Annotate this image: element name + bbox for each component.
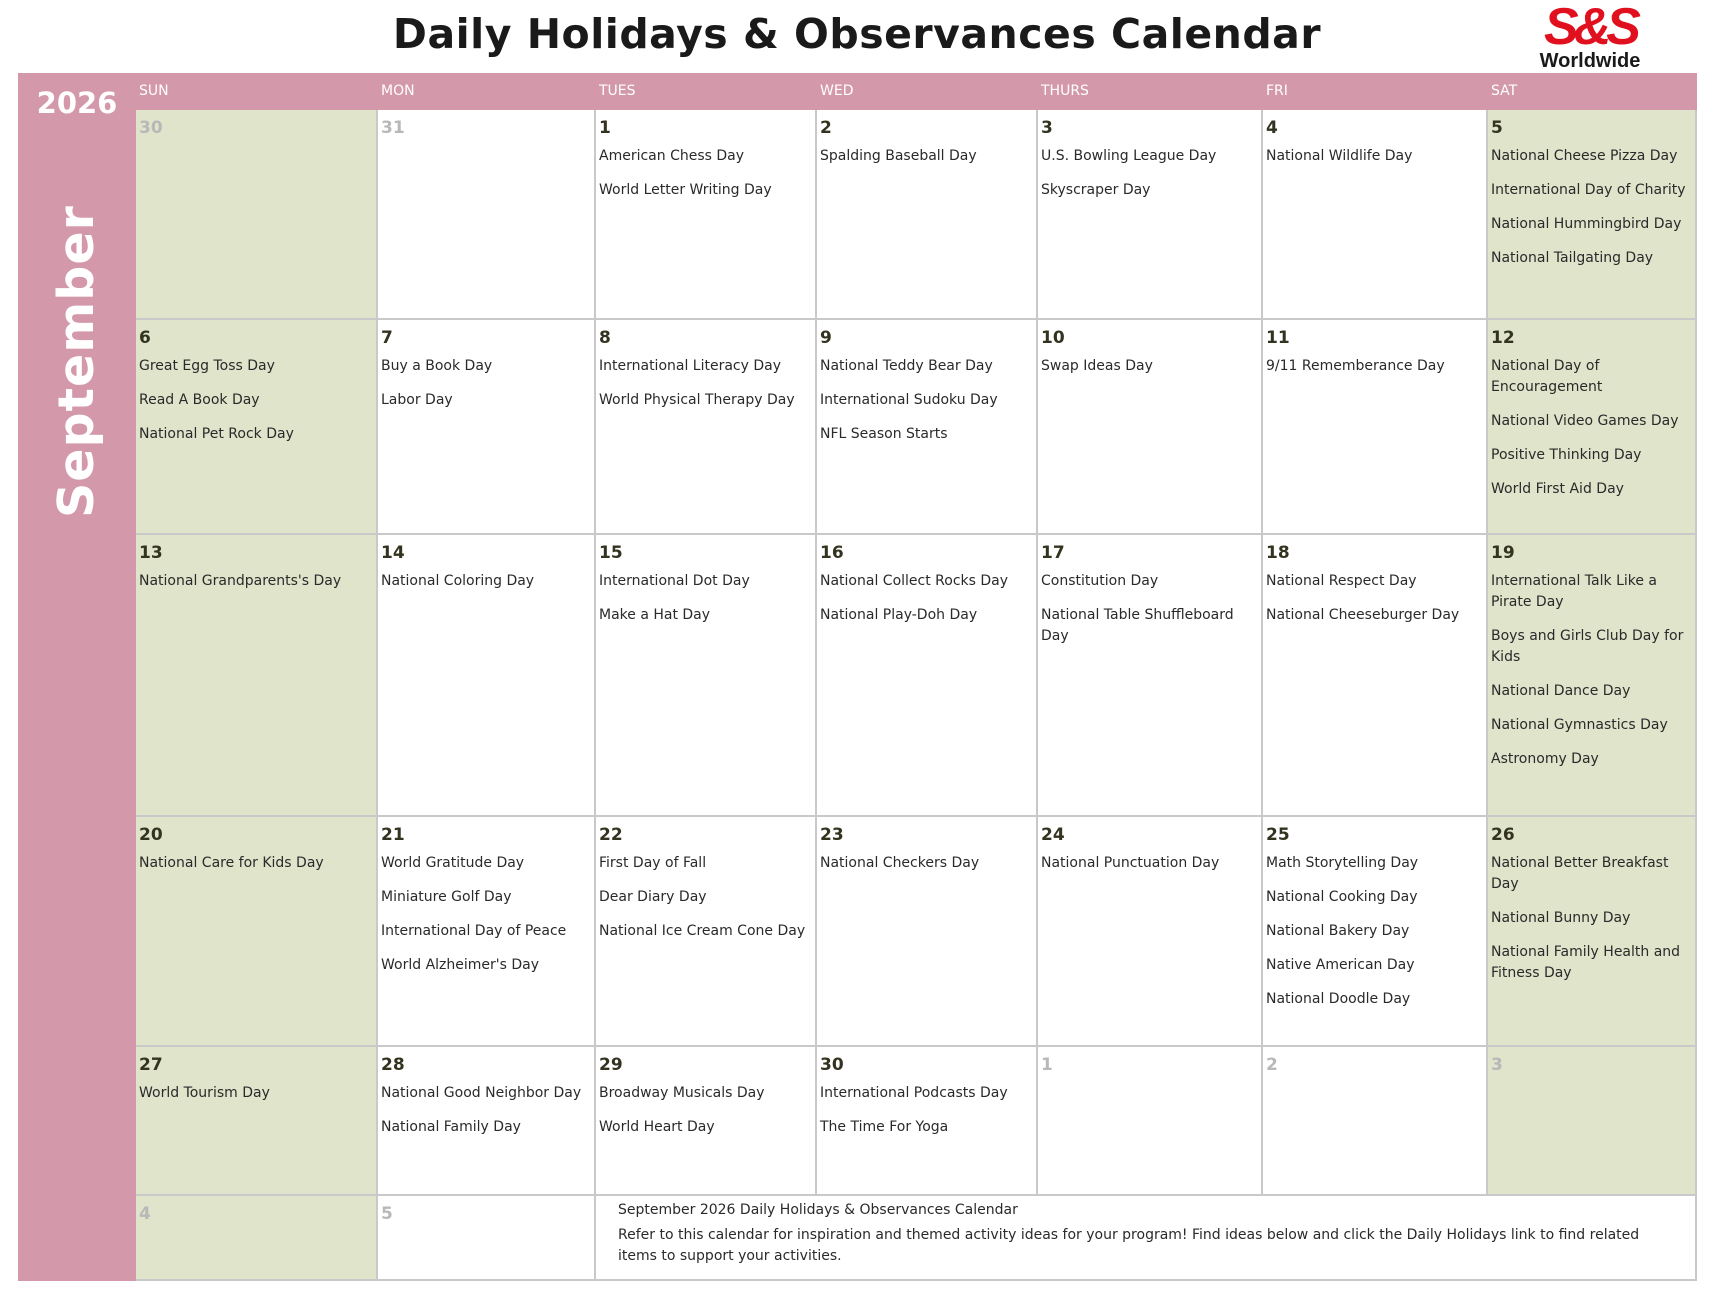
- day-number: 1: [599, 118, 611, 138]
- observance-item: World Tourism Day: [139, 1085, 270, 1101]
- observance-item: National Family Day: [381, 1119, 521, 1135]
- observance-item: World Letter Writing Day: [599, 182, 772, 198]
- observance-item: International Sudoku Day: [820, 392, 998, 408]
- observance-item: National Bunny Day: [1491, 910, 1631, 926]
- observance-item: National Respect Day: [1266, 573, 1417, 589]
- calendar-day-cell: [596, 535, 817, 817]
- calendar-day-cell: [817, 1047, 1038, 1196]
- calendar-day-cell: [1488, 110, 1697, 320]
- calendar-day-cell: [1263, 535, 1488, 817]
- observance-item: World Physical Therapy Day: [599, 392, 795, 408]
- observance-item: National Day of Encouragement: [1491, 358, 1603, 395]
- day-number: 21: [381, 825, 405, 845]
- calendar-day-cell: [1263, 110, 1488, 320]
- day-number: 3: [1491, 1055, 1503, 1075]
- observance-item: National Better Breakfast Day: [1491, 855, 1669, 892]
- calendar-day-cell: [378, 1047, 596, 1196]
- calendar-day-cell: [1263, 320, 1488, 535]
- calendar-day-cell: [136, 535, 378, 817]
- calendar-day-cell: [1038, 535, 1263, 817]
- observance-item: Great Egg Toss Day: [139, 358, 275, 374]
- observance-item: National Checkers Day: [820, 855, 980, 871]
- day-number: 4: [1266, 118, 1278, 138]
- calendar-day-cell: [596, 110, 817, 320]
- observance-item: Spalding Baseball Day: [820, 148, 977, 164]
- day-number: 12: [1491, 328, 1515, 348]
- observance-item: Math Storytelling Day: [1266, 855, 1419, 871]
- observance-item: Native American Day: [1266, 957, 1415, 973]
- day-number: 3: [1041, 118, 1053, 138]
- calendar-day-cell: [817, 110, 1038, 320]
- calendar-day-cell: [136, 817, 378, 1047]
- observance-item: National Play-Doh Day: [820, 607, 978, 623]
- calendar-day-cell: [1488, 1047, 1697, 1196]
- observance-item: National Collect Rocks Day: [820, 573, 1009, 589]
- calendar-day-cell: [596, 1047, 817, 1196]
- observance-item: Swap Ideas Day: [1041, 358, 1153, 374]
- observance-item: World Gratitude Day: [381, 855, 525, 871]
- day-number: 13: [139, 543, 163, 563]
- calendar-day-cell: [817, 320, 1038, 535]
- calendar-day-cell: [136, 110, 378, 320]
- calendar-day-cell: [596, 320, 817, 535]
- observance-item: National Cooking Day: [1266, 889, 1418, 905]
- observance-item: National Family Health and Fitness Day: [1491, 944, 1681, 981]
- calendar-day-cell: [817, 817, 1038, 1047]
- observance-item: National Hummingbird Day: [1491, 216, 1682, 232]
- observance-item: National Cheese Pizza Day: [1491, 148, 1678, 164]
- day-number: 17: [1041, 543, 1065, 563]
- observance-item: International Talk Like a Pirate Day: [1491, 573, 1658, 610]
- day-number: 18: [1266, 543, 1290, 563]
- observance-item: Boys and Girls Club Day for Kids: [1491, 628, 1684, 665]
- calendar-day-cell: [1488, 320, 1697, 535]
- day-number: 7: [381, 328, 393, 348]
- observance-item: National Good Neighbor Day: [381, 1085, 582, 1101]
- observance-item: National Grandparents's Day: [139, 573, 342, 589]
- observance-item: World Alzheimer's Day: [381, 957, 540, 973]
- observance-item: National Gymnastics Day: [1491, 717, 1668, 733]
- observance-item: American Chess Day: [599, 148, 745, 164]
- calendar-day-cell: [1038, 110, 1263, 320]
- observance-item: National Teddy Bear Day: [820, 358, 993, 374]
- calendar-day-cell: [136, 1196, 378, 1281]
- observance-item: National Dance Day: [1491, 683, 1631, 699]
- day-number: 25: [1266, 825, 1290, 845]
- calendar-day-cell: [378, 817, 596, 1047]
- day-number: 26: [1491, 825, 1515, 845]
- observance-item: Constitution Day: [1041, 573, 1159, 589]
- day-number: 6: [139, 328, 151, 348]
- weekday-header: [136, 73, 1697, 110]
- day-number: 8: [599, 328, 611, 348]
- observance-item: Positive Thinking Day: [1491, 447, 1642, 463]
- observance-item: NFL Season Starts: [820, 426, 948, 442]
- weekday-tues: TUES: [599, 83, 636, 99]
- day-number: 16: [820, 543, 844, 563]
- observance-item: Make a Hat Day: [599, 607, 711, 623]
- day-number: 10: [1041, 328, 1065, 348]
- note-text: Refer to this calendar for inspiration and themed activity ideas for your program! Find ideas below and click the Daily Holidays link to find related items to support your activities.: [618, 1227, 1640, 1264]
- observance-item: Miniature Golf Day: [381, 889, 512, 905]
- observance-item: Read A Book Day: [139, 392, 260, 408]
- observance-item: Broadway Musicals Day: [599, 1085, 765, 1101]
- brand-logo: [1535, 2, 1645, 72]
- note-title: September 2026 Daily Holidays & Observances Calendar: [618, 1202, 1018, 1218]
- day-number: 27: [139, 1055, 163, 1075]
- observance-item: 9/11 Rememberance Day: [1266, 358, 1445, 374]
- day-number: 2: [820, 118, 832, 138]
- observance-item: National Wildlife Day: [1266, 148, 1413, 164]
- month-label: September: [48, 205, 105, 518]
- observance-item: International Day of Peace: [381, 923, 567, 939]
- observance-item: International Day of Charity: [1491, 182, 1686, 198]
- observance-item: U.S. Bowling League Day: [1041, 148, 1217, 164]
- calendar-day-cell: [1263, 1047, 1488, 1196]
- weekday-sat: SAT: [1491, 83, 1518, 99]
- month-sidebar: [18, 73, 136, 1281]
- day-number: 30: [139, 118, 163, 138]
- observance-item: Dear Diary Day: [599, 889, 707, 905]
- day-number: 2: [1266, 1055, 1278, 1075]
- observance-item: National Video Games Day: [1491, 413, 1679, 429]
- day-number: 14: [381, 543, 405, 563]
- observance-item: International Podcasts Day: [820, 1085, 1008, 1101]
- calendar-day-cell: [136, 1047, 378, 1196]
- observance-item: National Pet Rock Day: [139, 426, 294, 442]
- day-number: 28: [381, 1055, 405, 1075]
- calendar-day-cell: [596, 817, 817, 1047]
- observance-item: National Care for Kids Day: [139, 855, 324, 871]
- logo-mark: S&S: [1544, 0, 1636, 56]
- observance-item: International Literacy Day: [599, 358, 782, 374]
- observance-item: World Heart Day: [599, 1119, 715, 1135]
- day-number: 29: [599, 1055, 623, 1075]
- observance-item: Astronomy Day: [1491, 751, 1599, 767]
- calendar-day-cell: [1038, 817, 1263, 1047]
- day-number: 23: [820, 825, 844, 845]
- observance-item: National Ice Cream Cone Day: [599, 923, 806, 939]
- observance-item: Labor Day: [381, 392, 453, 408]
- day-number: 9: [820, 328, 832, 348]
- logo-subtitle: Worldwide: [1539, 50, 1641, 72]
- observance-item: International Dot Day: [599, 573, 750, 589]
- day-number: 5: [1491, 118, 1503, 138]
- weekday-sun: SUN: [139, 83, 169, 99]
- weekday-wed: WED: [820, 83, 854, 99]
- day-number: 30: [820, 1055, 844, 1075]
- calendar-note: [596, 1196, 1697, 1281]
- weekday-thurs: THURS: [1041, 83, 1089, 99]
- observance-item: National Table Shuffleboard Day: [1041, 607, 1234, 644]
- observance-item: Skyscraper Day: [1041, 182, 1151, 198]
- observance-item: National Punctuation Day: [1041, 855, 1220, 871]
- weekday-mon: MON: [381, 83, 415, 99]
- calendar-day-cell: [378, 110, 596, 320]
- observance-item: The Time For Yoga: [820, 1119, 949, 1135]
- observance-item: National Tailgating Day: [1491, 250, 1654, 266]
- calendar-day-cell: [1488, 535, 1697, 817]
- day-number: 20: [139, 825, 163, 845]
- calendar-day-cell: [817, 535, 1038, 817]
- observance-item: First Day of Fall: [599, 855, 707, 871]
- observance-item: National Bakery Day: [1266, 923, 1410, 939]
- calendar-day-cell: [1038, 1047, 1263, 1196]
- day-number: 22: [599, 825, 623, 845]
- day-number: 4: [139, 1204, 151, 1224]
- day-number: 5: [381, 1204, 393, 1224]
- calendar-day-cell: [136, 320, 378, 535]
- observance-item: National Cheeseburger Day: [1266, 607, 1460, 623]
- day-number: 24: [1041, 825, 1065, 845]
- day-number: 15: [599, 543, 623, 563]
- year-label: 2026: [36, 86, 118, 120]
- weekday-fri: FRI: [1266, 83, 1288, 99]
- day-number: 31: [381, 118, 405, 138]
- observance-item: Buy a Book Day: [381, 358, 493, 374]
- observance-item: World First Aid Day: [1491, 481, 1624, 497]
- calendar-day-cell: [1038, 320, 1263, 535]
- calendar-day-cell: [378, 1196, 596, 1281]
- day-number: 11: [1266, 328, 1290, 348]
- page-title: Daily Holidays & Observances Calendar: [392, 10, 1322, 58]
- calendar-day-cell: [1263, 817, 1488, 1047]
- observance-item: National Doodle Day: [1266, 991, 1411, 1007]
- day-number: 1: [1041, 1055, 1053, 1075]
- observance-item: National Coloring Day: [381, 573, 535, 589]
- calendar-day-cell: [378, 320, 596, 535]
- calendar-day-cell: [378, 535, 596, 817]
- calendar-day-cell: [1488, 817, 1697, 1047]
- day-number: 19: [1491, 543, 1515, 563]
